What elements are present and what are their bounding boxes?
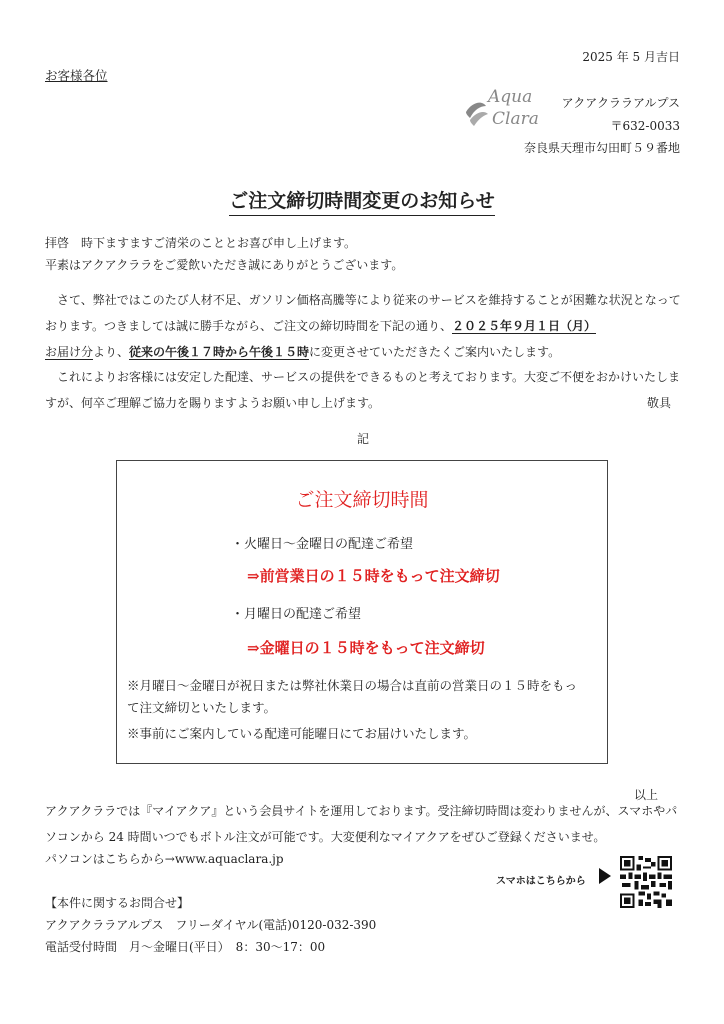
deadline-item-2-value: ⇒金曜日の１５時をもって注文締切	[247, 639, 485, 657]
ijou-mark: 以上	[633, 788, 658, 802]
p1-text-b: より、	[93, 345, 130, 359]
p1-text-c: に変更させていただきたくご案内いたします。	[309, 345, 561, 359]
ki-mark: 記	[357, 432, 370, 446]
document-date: 2025 年 5 月吉日	[582, 50, 680, 64]
addressee: お客様各位	[45, 68, 108, 83]
contact-phone: アクアクララアルプス フリーダイヤル(電話)0120-032-390	[45, 918, 377, 932]
company-address: 奈良県天理市勾田町５９番地	[523, 141, 680, 155]
greeting-line-1: 拝啓 時下ますますご清栄のこととお喜び申し上げます。	[45, 236, 357, 250]
closing-keigu: 敬具	[646, 396, 671, 410]
deadline-note-1: ※月曜日～金曜日が祝日または弊社休業日の場合は直前の営業日の１５時をもって注文締切といたします。	[127, 678, 578, 715]
contact-heading: 【本件に関するお問合せ】	[45, 896, 190, 910]
greeting	[45, 232, 681, 276]
body-paragraph-2	[45, 364, 681, 416]
arrow-right-icon	[598, 866, 612, 886]
body-paragraph-1	[45, 287, 681, 365]
contact-hours: 電話受付時間 月～金曜日(平日） 8：30～17：00	[45, 940, 326, 954]
deadline-box	[116, 460, 608, 764]
logo-text-aqua: Aqua	[488, 87, 533, 107]
document-title	[0, 186, 724, 213]
greeting-line-2: 平素はアクアクララをご愛飲いただき誠にありがとうございます。	[45, 258, 404, 272]
p2-text: これによりお客様には安定した配達、サービスの提供をできるものと考えております。大変ご不便をおかけいたしますが、何卒ご理解ご協力を賜りますようお願い申し上げます。	[45, 370, 681, 410]
deadline-item-1-value: ⇒前営業日の１５時をもって注文締切	[247, 567, 500, 585]
pc-link[interactable]: パソコンはこちらから→www.aquaclara.jp	[45, 852, 284, 866]
p1-change: 従来の午後１７時から午後１５時	[129, 345, 310, 359]
p1-date: ２０２５年９月１日（月）	[452, 319, 597, 333]
deadline-note-2: ※事前にご案内している配達可能曜日にてお届けいたします。	[127, 726, 477, 741]
myaqua-paragraph: アクアクララでは『マイアクア』という会員サイトを運用しております。受注締切時間は変わりませんが、スマホやパソコンから 24 時間いつでもボトル注文が可能です。大変便利なマイアクアをぜひご登録くださいませ。	[45, 804, 678, 844]
qr-code-icon[interactable]	[620, 856, 672, 908]
title-text: ご注文締切時間変更のお知らせ	[229, 190, 494, 216]
company-name: アクアクララアルプス	[561, 96, 680, 110]
deadline-item-2-label: ・月曜日の配達ご希望	[231, 607, 362, 622]
aquaclara-logo	[462, 86, 546, 132]
p1-text-a: さて、弊社ではこのたび人材不足、ガソリン価格高騰等により従来のサービスを維持することが困難な状況となっております。つきましては誠に勝手ながら、ご注文の締切時間を下記の通り、	[45, 293, 681, 333]
p1-delivery: お届け分	[45, 345, 94, 359]
logo-text-clara: Clara	[492, 109, 539, 129]
qr-label: スマホはこちらから	[496, 876, 586, 887]
deadline-item-1-label: ・火曜日～金曜日の配達ご希望	[231, 537, 414, 552]
company-postal: 〒632-0033	[610, 119, 680, 133]
deadline-box-title: ご注文締切時間	[295, 489, 429, 511]
